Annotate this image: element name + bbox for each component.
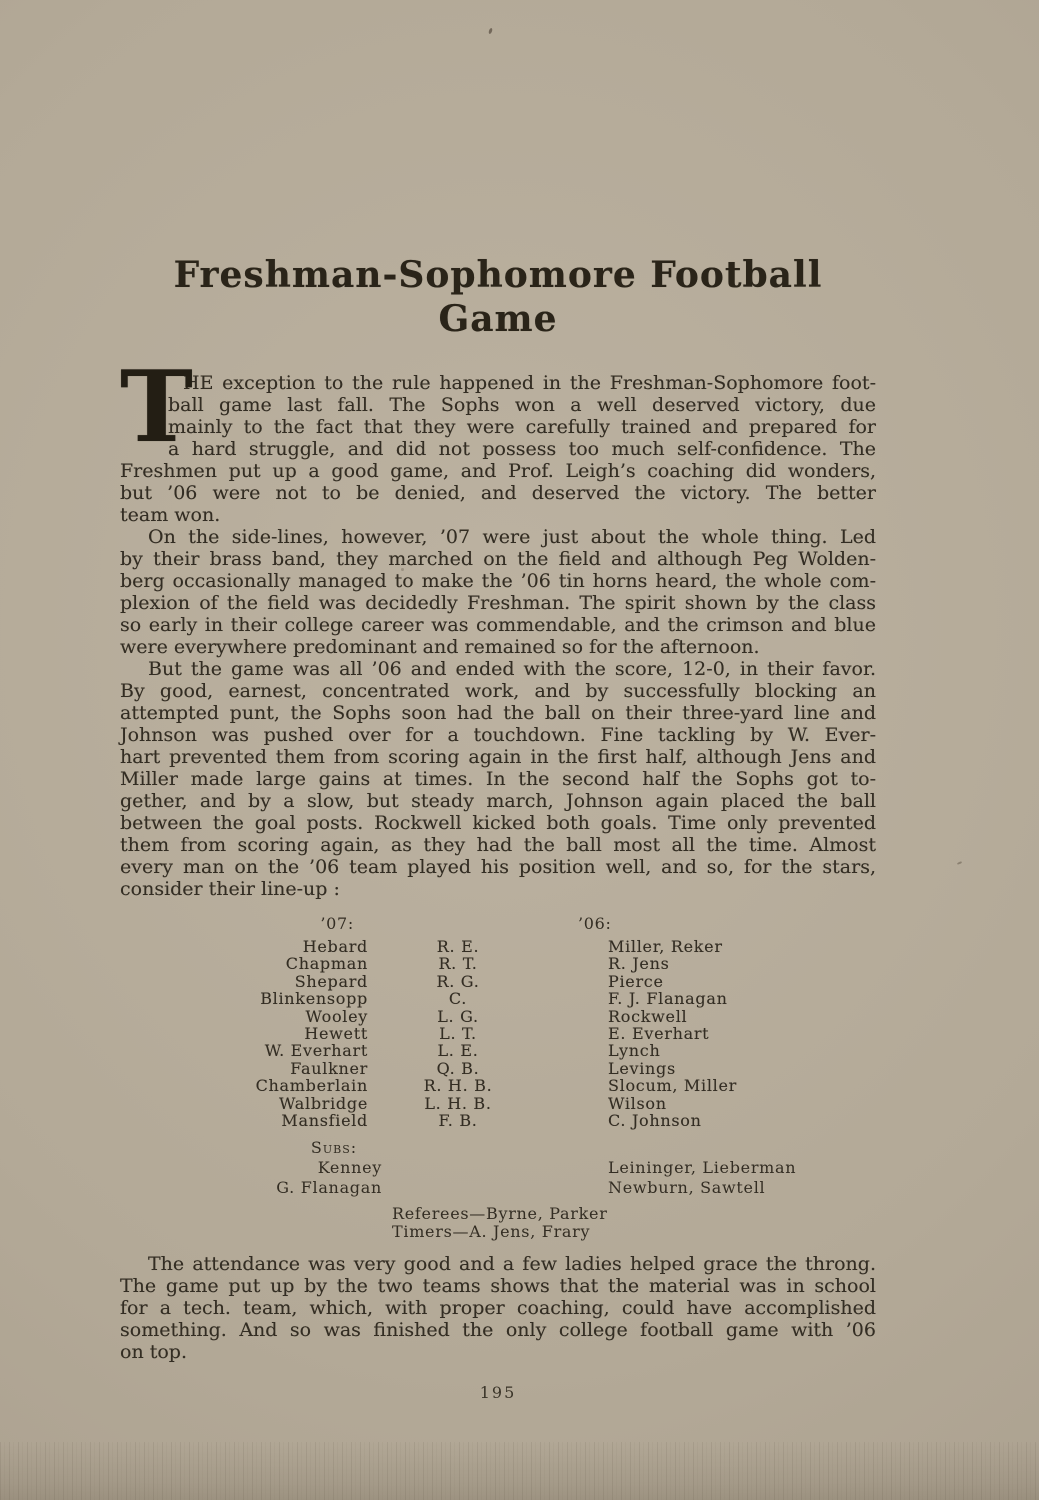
text-line: On the side-lines, however, ’07 were just about the whole thing. Led	[148, 526, 876, 548]
text-line: for a tech. team, which, with proper coaching, could have accomplished	[120, 1297, 876, 1320]
text-line: between the goal posts. Rockwell kicked both goals. Time only prevented	[120, 812, 876, 834]
page-title: Freshman-Sophomore Football Game	[173, 254, 823, 340]
lineup-row	[120, 938, 876, 955]
player-07: Faulkner	[290, 1058, 368, 1078]
lineup-row	[120, 955, 876, 972]
position: R. T.	[438, 954, 478, 974]
player-07: Chamberlain	[255, 1076, 368, 1096]
position: R. H. B.	[423, 1076, 493, 1096]
lineup-row	[120, 1095, 876, 1112]
player-06: Slocum, Miller	[608, 1076, 737, 1096]
position: L. T.	[439, 1024, 477, 1044]
player-06: Wilson	[608, 1093, 667, 1113]
position-header-spacer	[368, 914, 548, 933]
lineup-header-row	[120, 914, 876, 933]
lineup-row	[120, 1077, 876, 1094]
player-07: Hewett	[304, 1024, 368, 1044]
text-line: were everywhere predominant and remained so for the afternoon.	[120, 636, 760, 658]
text-line: By good, earnest, concentrated work, and by successfully blocking an	[120, 680, 876, 702]
page-number: 195	[479, 1383, 517, 1403]
position: L. G.	[437, 1006, 479, 1026]
lineup-table	[120, 914, 876, 1240]
player-06: Rockwell	[608, 1006, 688, 1026]
player-06: C. Johnson	[608, 1111, 702, 1131]
player-06: E. Everhart	[608, 1024, 710, 1044]
scan-speck	[957, 861, 962, 865]
text-line: hart prevented them from scoring again in the first half, although Jens and	[120, 746, 876, 768]
position: L. H. B.	[424, 1093, 492, 1113]
text-line: ball game last fall. The Sophs won a well deserved victory, due	[168, 394, 876, 416]
text-line: The game put up by the two teams shows that the material was in school	[120, 1275, 876, 1298]
player-06: Pierce	[608, 971, 664, 991]
text-line: consider their line-up :	[120, 878, 340, 900]
lineup-row	[120, 1008, 876, 1025]
sub-spacer	[382, 1159, 548, 1176]
text-line: Miller made large gains at times. In the second half the Sophs got to-	[120, 768, 876, 790]
official-line: Referees—Byrne, Parker	[392, 1204, 608, 1224]
player-06: R. Jens	[608, 954, 670, 974]
text-line: team won.	[120, 504, 221, 526]
player-06: Lynch	[608, 1041, 661, 1061]
player-07: Blinkensopp	[260, 989, 368, 1009]
player-07: Wooley	[305, 1006, 368, 1026]
text-line: something. And so was finished the only college football game with ’06	[120, 1319, 876, 1342]
player-06: Miller, Reker	[608, 937, 723, 956]
subs-heading: Subs:	[310, 1138, 358, 1158]
position: F. B.	[438, 1111, 478, 1131]
subs-row	[120, 1179, 876, 1196]
text-line: Johnson was pushed over for a touchdown. Fine tackling by W. Ever-	[120, 724, 876, 746]
intro-paragraph	[120, 350, 876, 526]
text-line: every man on the ’06 team played his position well, and so, for the stars,	[120, 856, 876, 878]
text-line: gether, and by a slow, but steady march, Johnson again placed the ball	[120, 790, 876, 812]
text-line: But the game was all ’06 and ended with the score, 12-0, in their favor.	[148, 658, 876, 680]
lineup-row	[120, 1042, 876, 1059]
article-body	[120, 350, 876, 900]
team-07-header: ’07:	[320, 914, 354, 933]
text-line: by their brass band, they marched on the field and although Peg Wolden-	[120, 548, 876, 570]
player-06: Levings	[608, 1058, 676, 1078]
text-line: a hard struggle, and did not possess too much self-confidence. The	[168, 438, 876, 460]
officials-list	[392, 1205, 876, 1240]
team-06-header: ’06:	[578, 914, 612, 933]
text-line: but ’06 were not to be denied, and deserved the victory. The better	[120, 482, 876, 504]
position: R. E.	[436, 937, 480, 956]
sub-06: Leininger, Lieberman	[608, 1158, 797, 1178]
text-line: on top.	[120, 1341, 187, 1364]
position: L. E.	[437, 1041, 479, 1061]
text-column	[120, 0, 876, 1402]
text-line: HE exception to the rule happened in the Freshman-Sophomore foot-	[183, 372, 876, 394]
player-06: F. J. Flanagan	[608, 989, 728, 1009]
subs-row	[120, 1159, 876, 1176]
text-line: plexion of the field was decidedly Freshman. The spirit shown by the class	[120, 592, 876, 614]
subs-rows	[120, 1159, 876, 1196]
position: R. G.	[436, 971, 480, 991]
closing-paragraph	[120, 1253, 876, 1363]
player-07: Chapman	[285, 954, 368, 974]
drop-cap: T	[120, 350, 193, 465]
sidelines-paragraph	[120, 526, 876, 658]
player-07: W. Everhart	[264, 1041, 368, 1061]
lineup-row	[120, 1112, 876, 1129]
sub-06: Newburn, Sawtell	[608, 1177, 766, 1197]
lineup-rows	[120, 938, 876, 1129]
official-line: Timers—A. Jens, Frary	[392, 1221, 591, 1241]
lineup-row	[120, 990, 876, 1007]
text-line: The attendance was very good and a few ladies helped grace the throng.	[148, 1253, 876, 1276]
game-summary-paragraph	[120, 658, 876, 900]
player-07: Hebard	[302, 937, 368, 956]
lineup-row	[120, 973, 876, 990]
player-07: Walbridge	[279, 1093, 368, 1113]
position: Q. B.	[436, 1058, 480, 1078]
sub-spacer	[382, 1179, 548, 1196]
text-line: mainly to the fact that they were carefully trained and prepared for	[168, 416, 876, 438]
text-line: them from scoring again, as they had the ball most all the time. Almost	[120, 834, 876, 856]
text-line: so early in their college career was commendable, and the crimson and blue	[120, 614, 876, 636]
text-line: attempted punt, the Sophs soon had the ball on their three-yard line and	[120, 702, 876, 724]
text-line: Freshmen put up a good game, and Prof. Leigh’s coaching did wonders,	[120, 460, 876, 482]
sub-07: G. Flanagan	[276, 1177, 382, 1197]
text-line: berg occasionally managed to make the ’06 tin horns heard, the whole com-	[120, 570, 876, 592]
closing-body	[120, 1253, 876, 1363]
player-07: Mansfield	[281, 1111, 368, 1131]
player-07: Shepard	[294, 971, 368, 991]
lineup-row	[120, 1025, 876, 1042]
lineup-row	[120, 1060, 876, 1077]
sub-07: Kenney	[317, 1158, 382, 1178]
position: C.	[448, 989, 468, 1009]
